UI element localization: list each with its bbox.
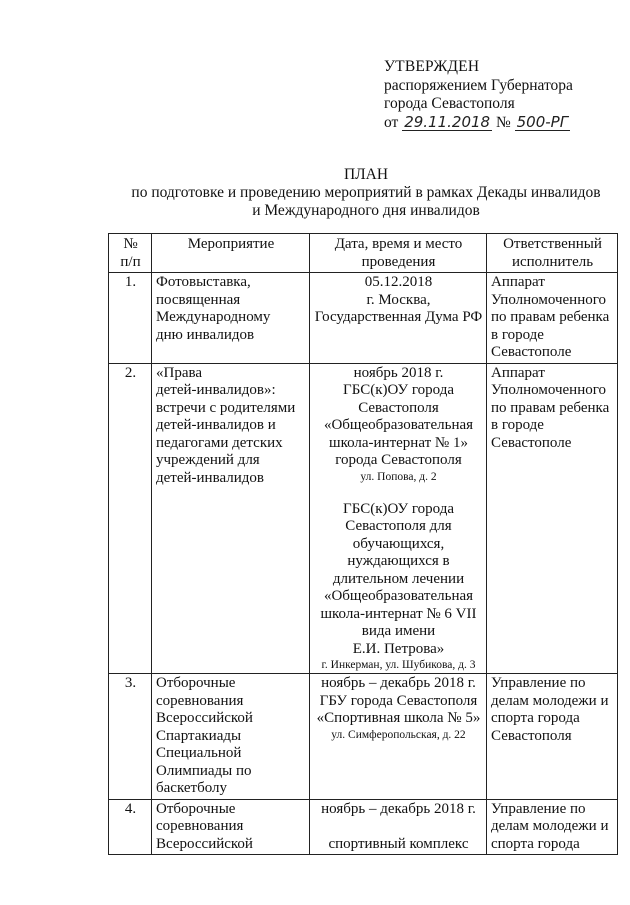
row-date-place: ноябрь – декабрь 2018 г. ГБУ города Севастополя «Спортивная школа № 5» ул. Симферопольская, д. 22 xyxy=(310,674,487,800)
row-event: Отборочные соревнования Всероссийской xyxy=(152,799,310,855)
row-responsible: Управление по делам молодежи и спорта города xyxy=(487,799,618,855)
row-number: 3. xyxy=(109,674,152,800)
title-line-1: по подготовке и проведению мероприятий в рамках Декады инвалидов xyxy=(131,184,601,201)
header-num: № п/п xyxy=(109,234,152,273)
approval-block xyxy=(384,58,614,132)
row-event: «Права детей-инвалидов»: встречи с родителями детей-инвалидов и педагогами детских учреждений для детей-инвалидов xyxy=(152,363,310,674)
row-date-place: ноябрь 2018 г. ГБС(к)ОУ города Севастополя «Общеобразовательная школа-интернат № 1» города Севастополя ул. Попова, д. 2 ГБС(к)ОУ города Севастополя для обучающихся, нуждающихся в длительном лечении «Общеобразовательная школа-интернат № 6 VII вида имени Е.И. Петрова» г. Инкерман, ул. Шубикова, д. 3 xyxy=(310,363,487,674)
plan-table xyxy=(108,233,618,855)
approval-date-line xyxy=(384,114,614,133)
title-heading: ПЛАН xyxy=(343,166,389,183)
approval-line-2: города Севастополя xyxy=(384,95,515,112)
row-responsible: Аппарат Уполномоченного по правам ребенка в городе Севастополе xyxy=(487,273,618,364)
header-date: Дата, время и место проведения xyxy=(310,234,487,273)
row-responsible: Аппарат Уполномоченного по правам ребенка в городе Севастополе xyxy=(487,363,618,674)
row-date-place: ноябрь – декабрь 2018 г. спортивный комплекс xyxy=(310,799,487,855)
row-number: 1. xyxy=(109,273,152,364)
row-date-place: 05.12.2018 г. Москва, Государственная Дума РФ xyxy=(310,273,487,364)
document-title xyxy=(110,166,622,220)
from-label: от xyxy=(384,113,399,131)
table-row xyxy=(109,674,618,800)
header-responsible: Ответственный исполнитель xyxy=(487,234,618,273)
handwritten-date: 29.11.2018 xyxy=(404,112,491,131)
row-event: Фотовыставка, посвященная Международному дню инвалидов xyxy=(152,273,310,364)
approval-line-1: распоряжением Губернатора xyxy=(384,76,573,94)
number-label: № xyxy=(495,113,511,131)
table-row xyxy=(109,273,618,364)
row-number: 4. xyxy=(109,799,152,855)
header-event: Мероприятие xyxy=(152,234,310,273)
row-number: 2. xyxy=(109,363,152,674)
table-header-row xyxy=(109,234,618,273)
title-line-2: и Международного дня инвалидов xyxy=(252,202,480,219)
approval-stamp: УТВЕРЖДЕН xyxy=(384,58,480,75)
handwritten-number: 500-РГ xyxy=(516,112,569,131)
row-event: Отборочные соревнования Всероссийской Спартакиады Специальной Олимпиады по баскетболу xyxy=(152,674,310,800)
table-row xyxy=(109,799,618,855)
row-responsible: Управление по делам молодежи и спорта города Севастополя xyxy=(487,674,618,800)
table-row xyxy=(109,363,618,674)
